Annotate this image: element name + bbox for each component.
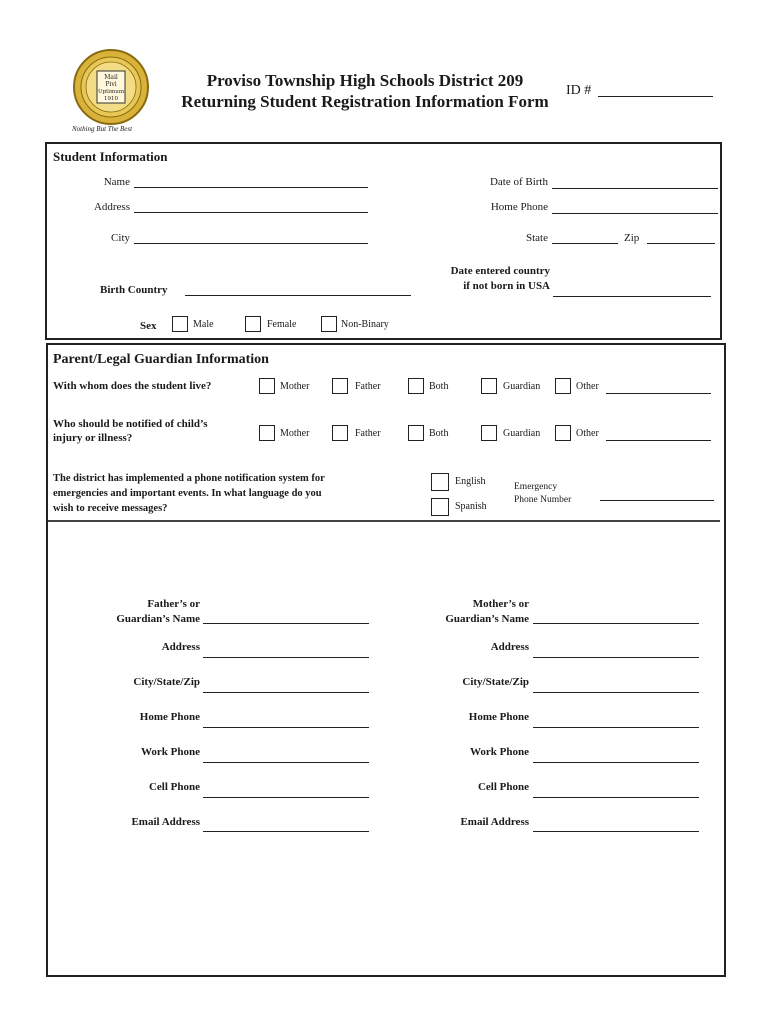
- city-label: City: [111, 232, 130, 244]
- english-checkbox[interactable]: [431, 473, 449, 491]
- emergency-label-2: Phone Number: [514, 495, 572, 505]
- lives-father-checkbox[interactable]: [332, 378, 348, 394]
- father-address-label: Address: [161, 641, 200, 653]
- notify-label-1: Who should be notified of child’s: [53, 418, 208, 430]
- male-label: Male: [193, 319, 214, 330]
- id-label: ID #: [566, 83, 592, 98]
- lives-both-label: Both: [429, 381, 449, 392]
- home-phone-label: Home Phone: [490, 201, 548, 213]
- notify-mother-checkbox[interactable]: [259, 425, 275, 441]
- lives-mother-label: Mother: [280, 381, 310, 392]
- non-binary-checkbox[interactable]: [321, 316, 337, 332]
- notify-other-checkbox[interactable]: [555, 425, 571, 441]
- parent-guardian-section: [46, 343, 726, 977]
- female-checkbox[interactable]: [245, 316, 261, 332]
- svg-text:Mail: Mail: [104, 74, 118, 81]
- lives-other-checkbox[interactable]: [555, 378, 571, 394]
- address-field[interactable]: [134, 212, 368, 213]
- notify-label-2: injury or illness?: [53, 432, 133, 444]
- spanish-label: Spanish: [455, 501, 487, 512]
- student-info-heading: Student Information: [53, 149, 168, 164]
- home-phone-field[interactable]: [552, 213, 718, 214]
- non-binary-label: Non-Binary: [341, 319, 389, 330]
- lives-other-field[interactable]: [606, 393, 711, 394]
- state-label: State: [526, 232, 548, 244]
- birth-country-label: Birth Country: [100, 284, 168, 296]
- notify-mother-label: Mother: [280, 428, 310, 439]
- mother-cell-phone-field[interactable]: [533, 797, 699, 798]
- father-home-phone-field[interactable]: [203, 727, 369, 728]
- mother-email-label: Email Address: [460, 816, 529, 828]
- lives-mother-checkbox[interactable]: [259, 378, 275, 394]
- mother-city-field[interactable]: [533, 692, 699, 693]
- logo-motto: Nothing But The Best: [72, 125, 133, 133]
- notify-other-field[interactable]: [606, 440, 711, 441]
- notify-father-checkbox[interactable]: [332, 425, 348, 441]
- sex-label: Sex: [140, 320, 157, 332]
- mother-name-label-2: Guardian’s Name: [445, 613, 529, 625]
- lives-with-label: With whom does the student live?: [53, 380, 212, 392]
- father-cell-phone-field[interactable]: [203, 797, 369, 798]
- parent-info-heading: Parent/Legal Guardian Information: [53, 352, 269, 367]
- mother-home-phone-field[interactable]: [533, 727, 699, 728]
- lives-both-checkbox[interactable]: [408, 378, 424, 394]
- svg-text:Pivi: Pivi: [105, 81, 117, 88]
- form-title-line1: Proviso Township High Schools District 209: [206, 71, 524, 90]
- lives-other-label: Other: [576, 381, 599, 392]
- address-label: Address: [93, 201, 130, 213]
- female-label: Female: [267, 319, 297, 330]
- mother-email-field[interactable]: [533, 831, 699, 832]
- father-home-phone-label: Home Phone: [139, 711, 200, 723]
- dob-field[interactable]: [552, 188, 718, 189]
- phone-system-text-3: wish to receive messages?: [53, 503, 168, 514]
- phone-system-text-1: The district has implemented a phone notification system for: [53, 473, 325, 484]
- notify-father-label: Father: [355, 428, 381, 439]
- mother-work-phone-field[interactable]: [533, 762, 699, 763]
- father-name-field[interactable]: [203, 623, 369, 624]
- date-entered-label-2: if not born in USA: [463, 280, 550, 292]
- mother-work-phone-label: Work Phone: [470, 746, 529, 758]
- mother-name-label-1: Mother’s or: [472, 598, 529, 610]
- mother-address-label: Address: [490, 641, 529, 653]
- father-city-label: City/State/Zip: [133, 676, 200, 688]
- father-address-field[interactable]: [203, 657, 369, 658]
- mother-city-label: City/State/Zip: [462, 676, 529, 688]
- lives-guardian-label: Guardian: [503, 381, 541, 392]
- zip-field[interactable]: [647, 243, 715, 244]
- name-field[interactable]: [134, 187, 368, 188]
- mother-home-phone-label: Home Phone: [468, 711, 529, 723]
- father-email-label: Email Address: [131, 816, 200, 828]
- date-entered-label-1: Date entered country: [450, 265, 550, 277]
- english-label: English: [455, 476, 486, 487]
- mother-name-field[interactable]: [533, 623, 699, 624]
- lives-father-label: Father: [355, 381, 381, 392]
- father-cell-phone-label: Cell Phone: [148, 781, 200, 793]
- zip-label: Zip: [624, 232, 640, 244]
- svg-text:Uptimum: Uptimum: [97, 89, 125, 95]
- name-label: Name: [103, 176, 130, 188]
- father-city-field[interactable]: [203, 692, 369, 693]
- notify-other-label: Other: [576, 428, 599, 439]
- notify-both-label: Both: [429, 428, 449, 439]
- father-email-field[interactable]: [203, 831, 369, 832]
- id-field[interactable]: [598, 96, 713, 97]
- birth-country-field[interactable]: [185, 295, 411, 296]
- notify-both-checkbox[interactable]: [408, 425, 424, 441]
- phone-system-text-2: emergencies and important events. In what language do you: [53, 488, 322, 499]
- student-information-section: [45, 142, 722, 340]
- mother-cell-phone-label: Cell Phone: [477, 781, 529, 793]
- seal-icon: [72, 48, 150, 126]
- district-seal-logo: [72, 48, 150, 134]
- father-name-label-1: Father’s or: [147, 598, 200, 610]
- spanish-checkbox[interactable]: [431, 498, 449, 516]
- notify-guardian-checkbox[interactable]: [481, 425, 497, 441]
- mother-address-field[interactable]: [533, 657, 699, 658]
- form-title-line2: Returning Student Registration Information Form: [181, 92, 549, 111]
- dob-label: Date of Birth: [489, 176, 548, 188]
- city-field[interactable]: [134, 243, 368, 244]
- father-work-phone-label: Work Phone: [141, 746, 200, 758]
- male-checkbox[interactable]: [172, 316, 188, 332]
- father-name-label-2: Guardian’s Name: [116, 613, 200, 625]
- emergency-phone-field[interactable]: [600, 500, 714, 501]
- state-field[interactable]: [552, 243, 618, 244]
- father-work-phone-field[interactable]: [203, 762, 369, 763]
- notify-guardian-label: Guardian: [503, 428, 541, 439]
- svg-text:1910: 1910: [104, 96, 118, 102]
- section-divider: [48, 520, 720, 522]
- emergency-label-1: Emergency: [514, 482, 558, 492]
- lives-guardian-checkbox[interactable]: [481, 378, 497, 394]
- date-entered-field[interactable]: [553, 296, 711, 297]
